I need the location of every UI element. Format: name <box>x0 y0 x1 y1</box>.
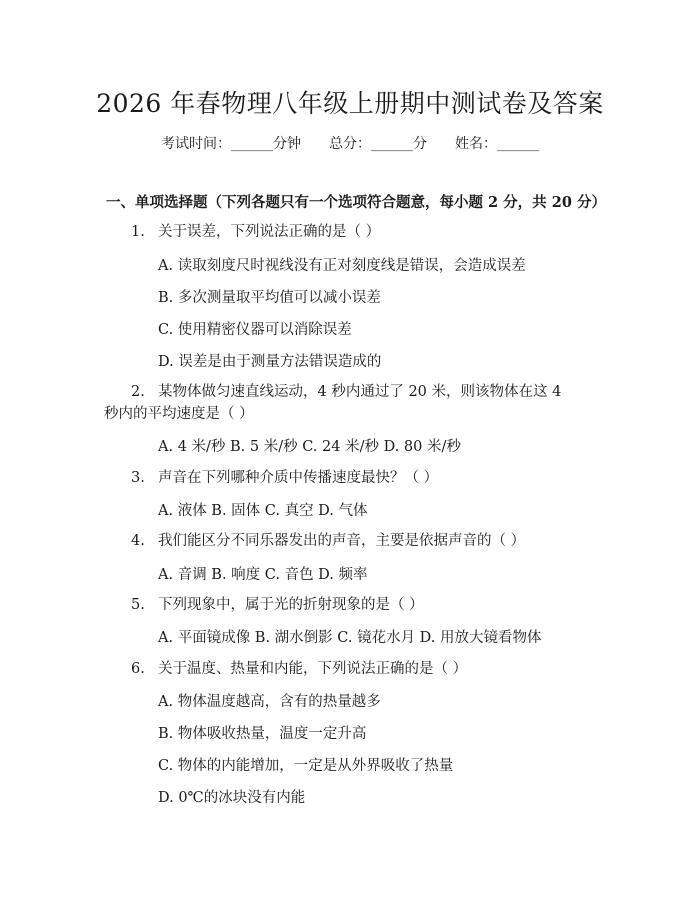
question-2 <box>104 381 574 425</box>
question-number: 5. <box>131 597 145 613</box>
question-text: 我们能区分不同乐器发出的声音，主要是依据声音的（ ） <box>158 533 526 549</box>
q1-option-d: D. 误差是由于测量方法错误造成的 <box>158 354 382 370</box>
question-text: 关于误差，下列说法正确的是（ ） <box>158 224 381 240</box>
q2-options: A. 4 米/秒 B. 5 米/秒 C. 24 米/秒 D. 80 米/秒 <box>158 439 461 455</box>
question-number: 2. <box>131 384 145 400</box>
question-6 <box>131 658 601 680</box>
total-score: 总分：______分 <box>329 136 427 152</box>
q3-options: A. 液体 B. 固体 C. 真空 D. 气体 <box>158 503 368 519</box>
q4-options: A. 音调 B. 响度 C. 音色 D. 频率 <box>158 567 368 583</box>
question-text: 下列现象中，属于光的折射现象的是（ ） <box>158 597 424 613</box>
question-1 <box>131 221 601 243</box>
q6-option-d: D. 0℃的冰块没有内能 <box>158 790 306 806</box>
q6-option-a: A. 物体温度越高，含有的热量越多 <box>158 694 381 710</box>
q6-option-c: C. 物体的内能增加，一定是从外界吸收了热量 <box>158 758 454 774</box>
q1-option-a: A. 读取刻度尺时视线没有正对刻度线是错误，会造成误差 <box>158 258 526 274</box>
q5-options: A. 平面镜成像 B. 湖水倒影 C. 镜花水月 D. 用放大镜看物体 <box>158 630 542 646</box>
question-number: 3. <box>131 470 145 486</box>
section-heading: 一、单项选择题（下列各题只有一个选项符合题意，每小题 2 分，共 20 分） <box>106 194 606 211</box>
question-text: 声音在下列哪种介质中传播速度最快？（ ） <box>158 470 439 486</box>
question-number: 1. <box>131 224 145 240</box>
question-4 <box>131 530 601 552</box>
question-number: 4. <box>131 533 145 549</box>
q1-option-c: C. 使用精密仪器可以消除误差 <box>158 322 352 338</box>
page-title: 2026 年春物理八年级上册期中测试卷及答案 <box>96 89 604 118</box>
student-name: 姓名：______ <box>455 136 539 152</box>
q1-option-b: B. 多次测量取平均值可以减小误差 <box>158 290 381 306</box>
question-text: 某物体做匀速直线运动，4 秒内通过了 20 米，则该物体在这 4 秒内的平均速度是（ ） <box>104 384 562 422</box>
question-3 <box>131 467 601 489</box>
question-5 <box>131 594 601 616</box>
exam-info <box>0 133 700 153</box>
q6-option-b: B. 物体吸收热量，温度一定升高 <box>158 726 367 742</box>
question-number: 6. <box>131 661 145 677</box>
exam-time: 考试时间：______分钟 <box>161 136 301 152</box>
question-text: 关于温度、热量和内能，下列说法正确的是（ ） <box>158 661 468 677</box>
